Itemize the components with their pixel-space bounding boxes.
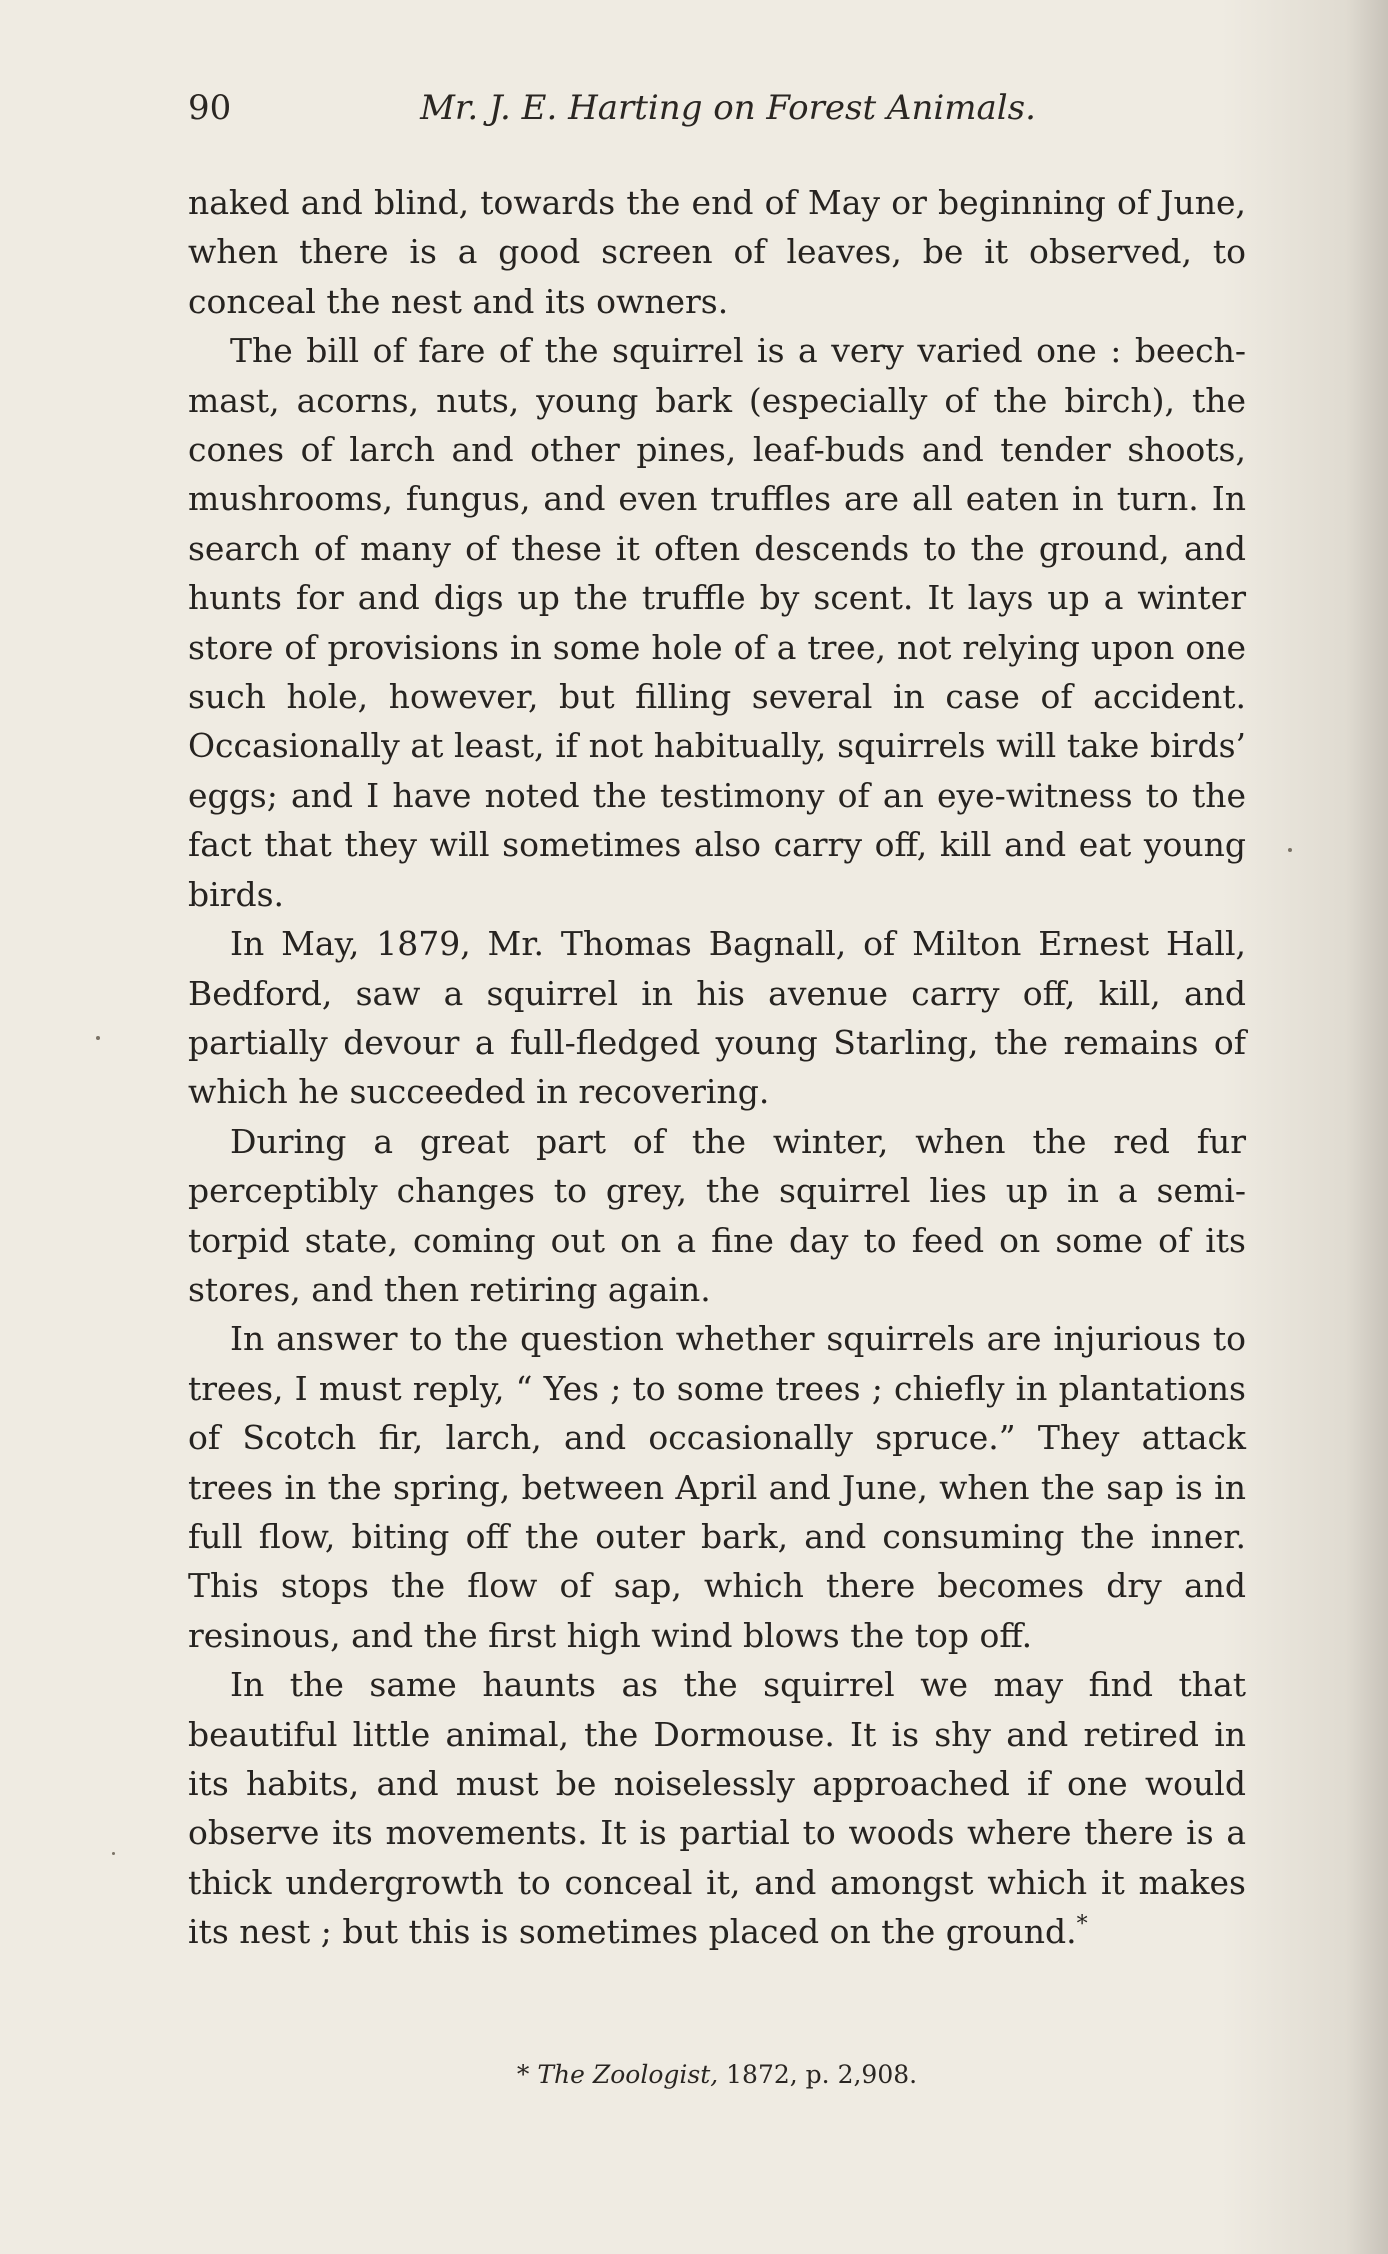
- page-number: 90: [188, 88, 232, 128]
- footnote-marker: *: [516, 2060, 530, 2089]
- paragraph-text: During a great part of the winter, when the red fur perceptibly changes to grey, the squirrel lies up in a semi-torpid state, coming out on a fine day to feed on some of its stores, and then retiring again.: [188, 1121, 1246, 1309]
- paper-speck: [1288, 848, 1292, 852]
- footnote-journal: The Zoologist,: [537, 2060, 719, 2089]
- paragraph: [188, 1117, 1246, 1315]
- running-title: Mr. J. E. Harting on Forest Animals.: [420, 88, 1036, 128]
- paragraph: [188, 919, 1246, 1117]
- paragraph: [188, 1660, 1246, 1956]
- paragraph-text: In answer to the question whether squirrels are injurious to trees, I must reply, “ Yes ; to some trees ; chiefly in plantations of Scotch fir, larch, and occasionally spruce.” They attack trees in the spring, between April and June, when the sap is in full flow, biting off the outer bark, and consuming the inner. This stops the flow of sap, which there becomes dry and resinous, and the first high wind blows the top off.: [188, 1319, 1246, 1655]
- footnote-reference: *: [1076, 1912, 1088, 1938]
- footnote-citation: 1872, p. 2,908.: [718, 2060, 918, 2089]
- paragraph: [188, 178, 1246, 326]
- footnote: [188, 2060, 1246, 2089]
- paper-speck: [112, 1852, 115, 1855]
- body-text: [188, 178, 1246, 1957]
- paragraph: [188, 326, 1246, 919]
- paragraph-text: In May, 1879, Mr. Thomas Bagnall, of Milton Ernest Hall, Bedford, saw a squirrel in his avenue carry off, kill, and partially devour a full-fledged young Starling, the remains of which he succeeded in recovering.: [188, 924, 1246, 1112]
- paragraph-text: naked and blind, towards the end of May or beginning of June, when there is a good screen of leaves, be it observed, to conceal the nest and its owners.: [188, 183, 1246, 321]
- page-header: [188, 88, 1248, 138]
- paragraph-text: In the same haunts as the squirrel we may find that beautiful little animal, the Dormouse. It is shy and retired in its habits, and must be noiselessly approached if one would observe its movements. It is partial to woods where there is a thick undergrowth to conceal it, and amongst which it makes its nest ; but this is sometimes placed on the ground.: [188, 1665, 1246, 1952]
- paragraph: [188, 1314, 1246, 1660]
- paper-speck: [96, 1036, 100, 1040]
- paragraph-text: The bill of fare of the squirrel is a very varied one : beech-mast, acorns, nuts, young bark (especially of the birch), the cones of larch and other pines, leaf-buds and tender shoots, mushrooms, fungus, and even truffles are all eaten in turn. In search of many of these it often descends to the ground, and hunts for and digs up the truffle by scent. It lays up a winter store of provisions in some hole of a tree, not relying upon one such hole, however, but filling several in case of accident. Occasionally at least, if not habitually, squirrels will take birds’ eggs; and I have noted the testimony of an eye-witness to the fact that they will sometimes also carry off, kill and eat young birds.: [188, 331, 1246, 914]
